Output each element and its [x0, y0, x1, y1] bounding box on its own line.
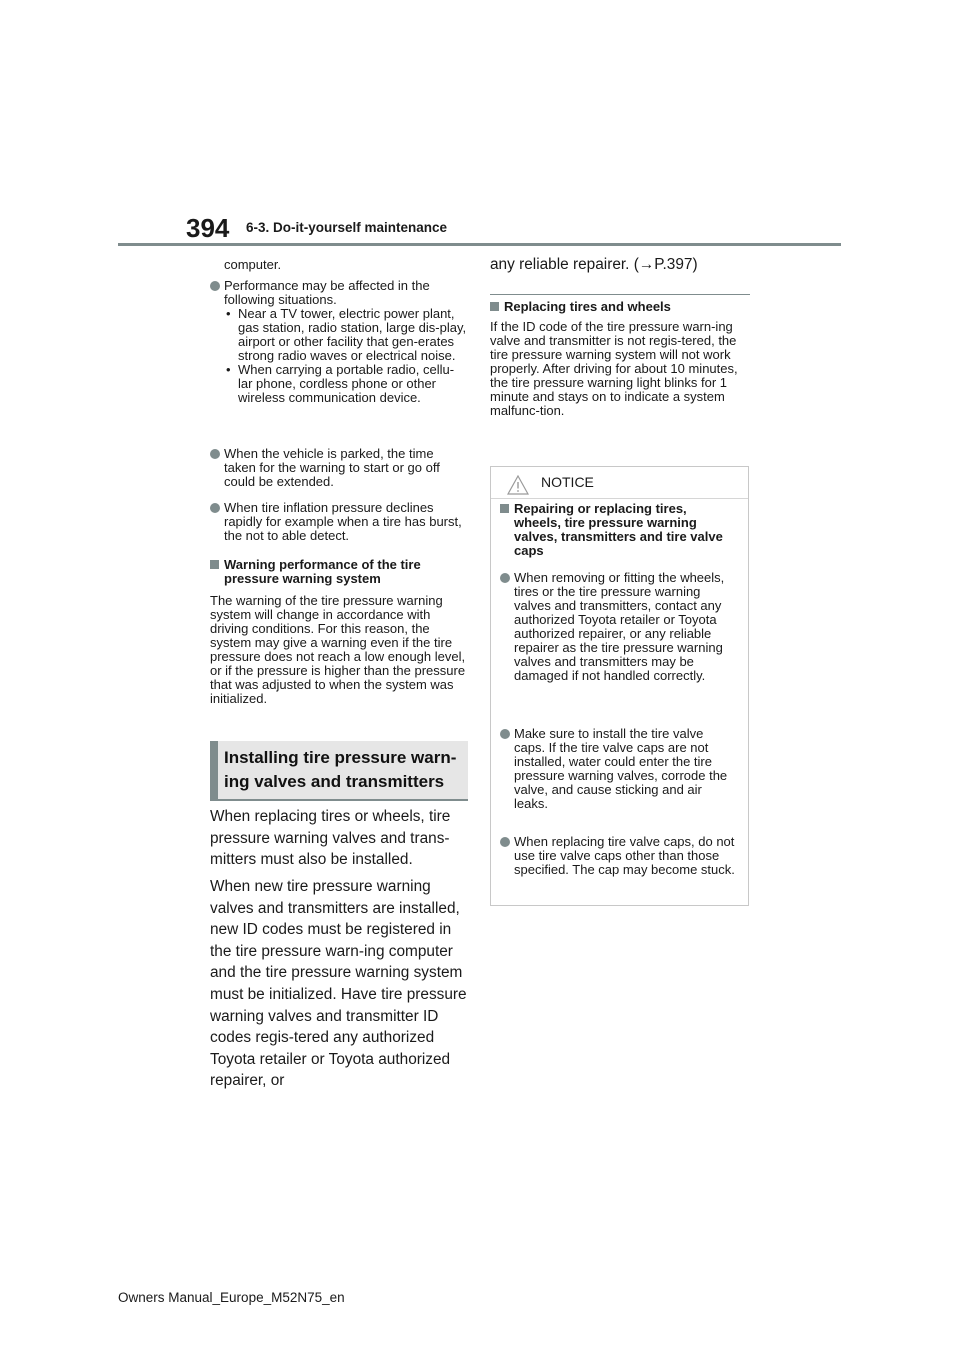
- subsection-heading-text: Warning performance of the tire pressure warning system: [224, 557, 421, 586]
- subsection-heading: [490, 300, 748, 314]
- page-number: 394: [186, 213, 230, 243]
- notice-bullet: [500, 727, 736, 811]
- continued-text: any reliable repairer. (→P.397): [490, 256, 698, 273]
- bullet-text: When the vehicle is parked, the time taken for the warning to start or go off could be extended.: [224, 446, 440, 489]
- section-title: 6-3. Do-it-yourself maintenance: [246, 220, 448, 235]
- heading-bar: [210, 741, 218, 799]
- notice-bullet: [500, 571, 736, 683]
- section-heading: [210, 741, 468, 801]
- bullet-item: [210, 279, 468, 405]
- paragraph: The warning of the tire pressure warning system will change in accordance with driving conditions. For this reason, the system may give a warning even if the tire pressure does not reach a low enough level, or if the pressure is higher than the pressure that was adjusted to when the system was initialized.: [210, 593, 466, 706]
- sub-bullet-text: • When carrying a portable radio, cellu-lar phone, cordless phone or other wireless communication device.: [224, 363, 468, 405]
- header-divider: [118, 243, 841, 246]
- bullet-item: [210, 447, 468, 489]
- subsection-divider: [490, 294, 750, 295]
- bullet-text: Performance may be affected in the following situations.: [224, 278, 430, 307]
- notice-bullet-text: When replacing tire valve caps, do not use tire valve caps other than those specified. The cap may become stuck.: [514, 834, 735, 877]
- notice-label: NOTICE: [541, 474, 594, 490]
- paragraph: When new tire pressure warning valves and transmitters are installed, new ID codes must be registered in the tire pressure warn-ing computer and the tire pressure warning system must be initialized. Have tire pressure warning valves and transmitter ID codes regis-tered any authorized Toyota retailer or Toyota authorized repairer, or: [210, 878, 467, 1090]
- notice-bullet: [500, 835, 736, 877]
- paragraph: If the ID code of the tire pressure warn-ing valve and transmitter is not regis-tered, the tire pressure warning system will not work properly. After driving for about 10 minutes, the tire pressure warning light blinks for 1 minute and stays on to indicate a system malfunc-tion.: [490, 319, 738, 418]
- footer-text: Owners Manual_Europe_M52N75_en: [118, 1290, 345, 1305]
- notice-box: [490, 466, 749, 906]
- section-heading-text: Installing tire pressure warn-ing valves and transmitters: [224, 748, 457, 791]
- notice-heading: [500, 502, 736, 558]
- bullet-text: When tire inflation pressure declines rapidly for example when a tire has burst, the not to able detect.: [224, 500, 462, 543]
- notice-bullet-text: Make sure to install the tire valve caps. If the tire valve caps are not installed, water could enter the tire pressure warning valves, corrode the valve, and cause sticking and air leaks.: [514, 726, 728, 811]
- continued-text: computer.: [224, 257, 282, 272]
- sub-bullet-text: • Near a TV tower, electric power plant, gas station, radio station, large dis-play, airport or other facility that gen-erates strong radio waves or electrical noise.: [224, 307, 468, 363]
- subsection-heading: [210, 558, 468, 586]
- bullet-item: [210, 501, 468, 543]
- paragraph: When replacing tires or wheels, tire pressure warning valves and trans-mitters must also be installed.: [210, 808, 451, 869]
- notice-heading-text: Repairing or replacing tires, wheels, tire pressure warning valves, transmitters and tire valve caps: [514, 501, 723, 558]
- subsection-heading-text: Replacing tires and wheels: [504, 299, 671, 314]
- warning-triangle-icon: [507, 475, 529, 495]
- notice-bullet-text: When removing or fitting the wheels, tires or the tire pressure warning valves and transmitters, contact any authorized Toyota retailer or Toyota authorized repairer, or any reliable repairer as the tire pressure warning valves and transmitters may be damaged if not handled correctly.: [514, 570, 725, 683]
- notice-header: [491, 467, 748, 499]
